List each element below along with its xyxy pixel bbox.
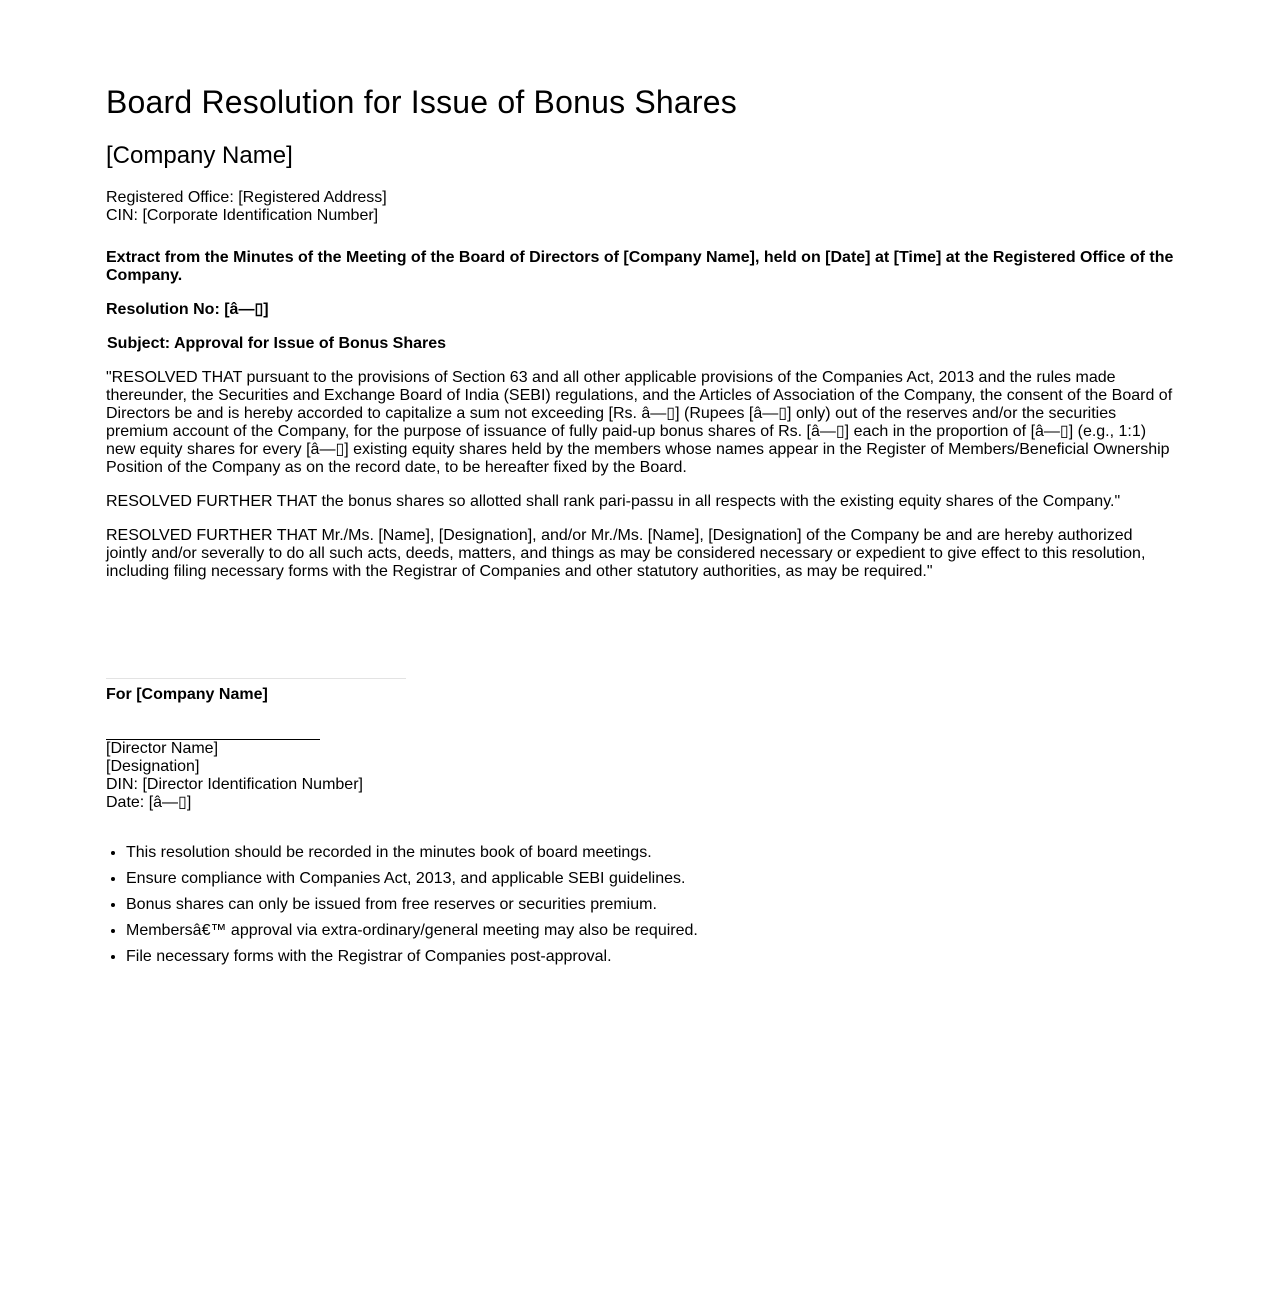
signature-date: Date: [â—▯] — [106, 794, 192, 811]
list-item: • Membersâ€™ approval via extra-ordinary/general meeting may also be required. — [126, 922, 698, 940]
divider — [106, 678, 406, 679]
notes-list — [106, 844, 698, 974]
extract-heading: Extract from the Minutes of the Meeting of the Board of Directors of [Company Name], held on [Date] at [Time] at the Registered Office of the Company. — [106, 249, 1174, 284]
for-company: For [Company Name] — [106, 686, 268, 703]
resolution-paragraph: RESOLVED FURTHER THAT Mr./Ms. [Name], [Designation], and/or Mr./Ms. [Name], [Designation] of the Company be and are hereby authorized jointly and/or severally to do all such acts, deeds, matters, and things as may be considered necessary or expedient to give effect to this resolution, including filing necessary forms with the Registrar of Companies and other statutory authorities, as may be required." — [106, 527, 1146, 580]
resolution-number: Resolution No: [â—▯] — [106, 301, 269, 318]
list-item: • This resolution should be recorded in the minutes book of board meetings. — [126, 844, 698, 862]
signatory-details — [106, 740, 363, 812]
list-item: • Bonus shares can only be issued from free reserves or securities premium. — [126, 896, 698, 914]
director-designation: [Designation] — [106, 758, 200, 775]
company-details — [106, 189, 387, 225]
resolution-paragraph: RESOLVED FURTHER THAT the bonus shares so allotted shall rank pari-passu in all respects with the existing equity shares of the Company." — [106, 493, 1121, 510]
resolution-paragraph: "RESOLVED THAT pursuant to the provisions of Section 63 and all other applicable provisions of the Companies Act, 2013 and the rules made thereunder, the Securities and Exchange Board of India (SEBI) regulations, and the Articles of Association of the Company, the consent of the Board of Directors be and is hereby accorded to capitalize a sum not exceeding [Rs. â—▯] (Rupees [â—▯] only) out of the reserves and/or the securities premium account of the Company, for the purpose of issuance of fully paid-up bonus shares of Rs. [â—▯] each in the proportion of [â—▯] (e.g., 1:1) new equity shares for every [â—▯] existing equity shares held by the members whose names appear in the Register of Members/Beneficial Ownership Position of the Company as on the record date, to be hereafter fixed by the Board. — [106, 369, 1173, 476]
list-item: • Ensure compliance with Companies Act, 2013, and applicable SEBI guidelines. — [126, 870, 698, 888]
subject-line: Subject: Approval for Issue of Bonus Shares — [107, 335, 447, 352]
cin: CIN: [Corporate Identification Number] — [106, 207, 379, 224]
director-name: [Director Name] — [106, 740, 219, 757]
page-title: Board Resolution for Issue of Bonus Shares — [106, 84, 737, 120]
director-din: DIN: [Director Identification Number] — [106, 776, 363, 793]
registered-office: Registered Office: [Registered Address] — [106, 189, 387, 206]
list-item: • File necessary forms with the Registrar of Companies post-approval. — [126, 948, 698, 966]
company-name-heading: [Company Name] — [106, 142, 293, 169]
signature-line — [106, 723, 320, 740]
